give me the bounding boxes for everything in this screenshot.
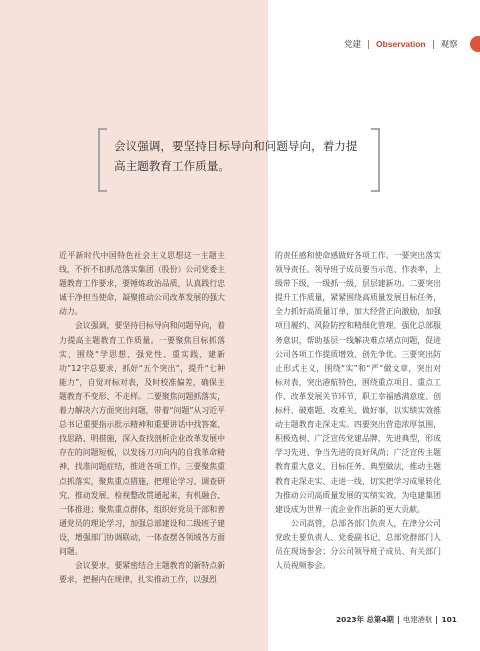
pull-quote — [98, 128, 380, 190]
issue-label: 2023年 总第4期 — [336, 615, 394, 624]
section-header — [344, 37, 458, 51]
header-divider — [368, 40, 369, 49]
paragraph: 会议强调，要坚持目标导向和问题导向，着力提高主题教育工作质量。一要聚焦目标抓落实，围绕“学思想、强党性、重实践、建新功”12字总要求，抓好“五个突出”，提升“七种能力”，自觉对标对表，及时校准偏差，确保主题教育不变形、不走样。二要聚焦问题抓落实，着力解决六方面突出问题，带着“问题”从习近平总书记重要指示批示精神和重要讲话中找答案、找思路、明措施，深入查找剖析企业改革发展中存在的问题短板，以发扬刀刃向内的自我革命精神，找准问题症结，推进各项工作。三要聚焦重点抓落实，聚焦重点措施，把理论学习、调查研究、推动发展、检视整改贯通起来，有机融合、一体推进；聚焦重点群体，组织好党员干部和普通党员的理论学习，加强总部建设和二级班子建设，增强部门协调联动，一体查摆各领域各方面问题。 — [59, 321, 225, 556]
pull-quote-text: 会议强调，要坚持目标导向和问题导向，着力提高主题教育工作质量。 — [114, 139, 358, 173]
right-text-column — [275, 249, 441, 573]
footer-divider — [398, 616, 399, 624]
section-title-cn: 党建 — [344, 40, 362, 50]
paragraph: 的责任感和使命感做好各项工作。一要突出落实领导责任。领导班子成员要当示范、作表率，上级带下级，一级抓一级，层层建新功。二要突出提升工作质量，紧紧围绕高质量发展目标任务，全力抓好高质量订单，加大经营正向激励，加强项目履约、风险防控和精细化管理，强化总部服务意识，帮助基层一线解决难点堵点问题，促进公司各项工作提质增效、创先争优。三要突出防止形式主义，围绕“实”和“严”做文章，突出对标对表，突出港航特色，围绕重点项目、重点工作、改革发展关节环节，职工幸福感满意度、创标杆、破难题、攻难关、做好事，以实绩实效推动主题教育走深走实。四要突出营造浓厚氛围，积极选树、广泛宣传党建品牌、先进典型，形成学习先进、争当先进的良好风尚；广泛宣传主题教育重大意义、目标任务、典型做法，推动主题教育走深走实、走进一线，切实把学习成果转化为推动公司高质量发展的实绩实效，为电建集团建设成为世界一流企业作出新的更大贡献。 — [275, 251, 441, 514]
header-divider — [433, 40, 434, 49]
left-text-column — [59, 249, 225, 587]
page-footer — [336, 614, 457, 625]
page-number: 101 — [441, 615, 457, 624]
paragraph: 近平新时代中国特色社会主义思想这一主题主线，不折不扣抓范落实集团（股份）公司党委主题教育工作要求，要锤炼政治品质，认真践行忠诚干净担当使命，凝聚推动公司改革发展的强大动力。 — [59, 251, 225, 317]
section-dot-icon — [470, 36, 480, 52]
right-bracket — [371, 128, 380, 192]
publication-name: 电建港航 — [402, 615, 433, 624]
section-title-en: Observation — [376, 39, 426, 49]
section-title-cn2: 观察 — [440, 40, 458, 50]
paragraph: 公司高管，总部各部门负责人，在津分公司党政主要负责人、党委副书记，总部党群部门人员在现场参会；分公司领导班子成员、有关部门人员视频参会。 — [275, 518, 441, 571]
footer-divider — [436, 616, 437, 624]
left-bracket — [98, 128, 107, 192]
paragraph: 会议要求，要紧密结合主题教育的新特点新要求，把握内在规律，扎实推动工作，以强烈 — [59, 561, 225, 585]
